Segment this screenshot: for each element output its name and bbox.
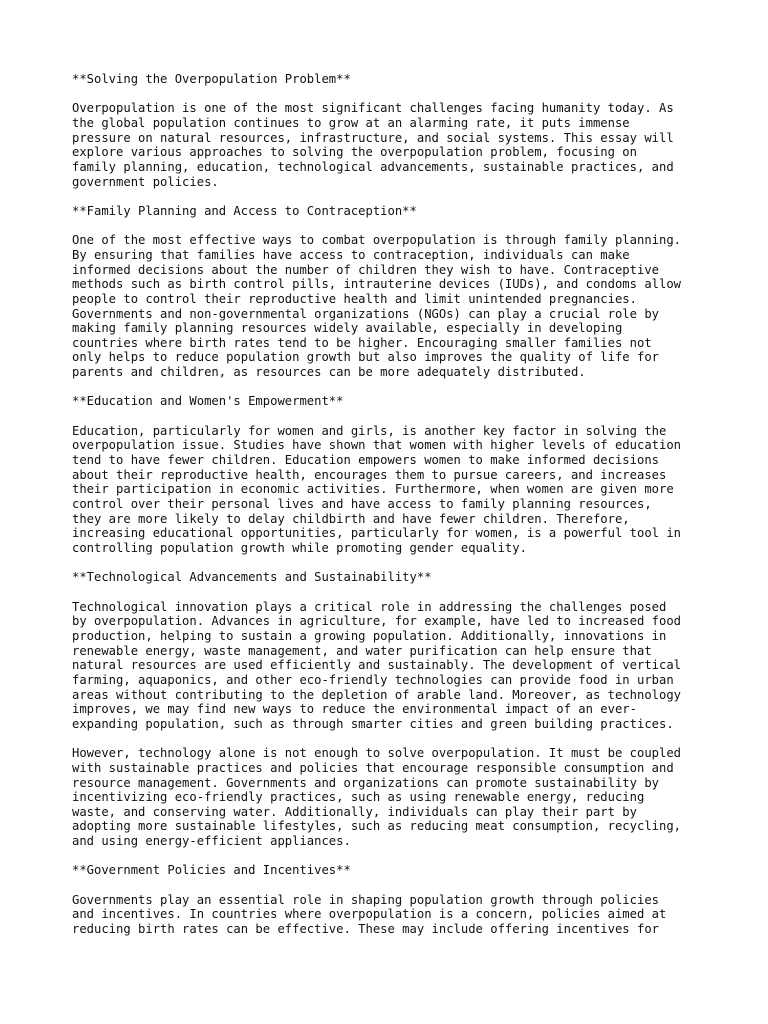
section-heading bbox=[72, 72, 712, 87]
paragraph-spacer bbox=[72, 585, 712, 600]
paragraph-line: they are more likely to delay childbirth and have fewer children. Therefore, bbox=[72, 511, 630, 526]
paragraph-line: their participation in economic activities. Furthermore, when women are given more bbox=[72, 482, 674, 497]
heading-text: **Family Planning and Access to Contraception** bbox=[72, 203, 417, 218]
paragraph-spacer bbox=[72, 189, 712, 204]
paragraph-line: reducing birth rates can be effective. These may include offering incentives for bbox=[72, 922, 659, 937]
paragraph-line: Overpopulation is one of the most significant challenges facing humanity today. As bbox=[72, 101, 674, 116]
paragraph-line: farming, aquaponics, and other eco-friendly technologies can provide food in urban bbox=[72, 672, 674, 687]
paragraph-line: production, helping to sustain a growing population. Additionally, innovations in bbox=[72, 628, 667, 643]
paragraph-line: resource management. Governments and organizations can promote sustainability by bbox=[72, 775, 659, 790]
paragraph-line: parents and children, as resources can be more adequately distributed. bbox=[72, 365, 586, 380]
heading-text: **Solving the Overpopulation Problem** bbox=[72, 72, 351, 86]
paragraph-line: waste, and conserving water. Additionally, individuals can play their part by bbox=[72, 804, 637, 819]
paragraph-line: By ensuring that families have access to contraception, individuals can make bbox=[72, 247, 630, 262]
paragraph-line: expanding population, such as through smarter cities and green building practices. bbox=[72, 716, 674, 731]
paragraph-line: about their reproductive health, encourages them to pursue careers, and increases bbox=[72, 467, 667, 482]
paragraph-line: control over their personal lives and have access to family planning resources, bbox=[72, 497, 652, 512]
paragraph-line: explore various approaches to solving the overpopulation problem, focusing on bbox=[72, 145, 637, 160]
paragraph-spacer bbox=[72, 409, 712, 424]
paragraph-line: the global population continues to grow at an alarming rate, it puts immense bbox=[72, 115, 630, 130]
heading-text: **Government Policies and Incentives** bbox=[72, 863, 351, 878]
paragraph-line: Technological innovation plays a critical role in addressing the challenges posed bbox=[72, 599, 667, 614]
paragraph-line: countries where birth rates tend to be higher. Encouraging smaller families not bbox=[72, 335, 652, 350]
paragraph-line: adopting more sustainable lifestyles, such as reducing meat consumption, recycling, bbox=[72, 819, 682, 834]
paragraph-spacer bbox=[72, 556, 712, 571]
heading-text: **Technological Advancements and Sustainability** bbox=[72, 570, 432, 585]
body-paragraph bbox=[72, 424, 712, 556]
section-heading bbox=[72, 394, 712, 409]
paragraph-line: people to control their reproductive health and limit unintended pregnancies. bbox=[72, 291, 637, 306]
paragraph-spacer bbox=[72, 732, 712, 747]
body-paragraph bbox=[72, 600, 712, 732]
paragraph-line: renewable energy, waste management, and water purification can help ensure that bbox=[72, 643, 652, 658]
section-heading bbox=[72, 570, 712, 585]
paragraph-line: increasing educational opportunities, particularly for women, is a powerful tool in bbox=[72, 526, 682, 541]
paragraph-line: family planning, education, technological advancements, sustainable practices, and bbox=[72, 159, 674, 174]
paragraph-line: Education, particularly for women and girls, is another key factor in solving the bbox=[72, 423, 667, 438]
paragraph-spacer bbox=[72, 878, 712, 893]
paragraph-line: making family planning resources widely available, especially in developing bbox=[72, 321, 623, 336]
paragraph-line: and using energy-efficient appliances. bbox=[72, 834, 351, 849]
paragraph-line: incentivizing eco-friendly practices, such as using renewable energy, reducing bbox=[72, 790, 645, 805]
paragraph-line: natural resources are used efficiently and sustainably. The development of vertical bbox=[72, 658, 682, 673]
paragraph-spacer bbox=[72, 849, 712, 864]
paragraph-line: informed decisions about the number of children they wish to have. Contraceptive bbox=[72, 262, 659, 277]
body-paragraph bbox=[72, 893, 712, 937]
paragraph-line: tend to have fewer children. Education empowers women to make informed decisions bbox=[72, 453, 659, 468]
paragraph-line: Governments play an essential role in shaping population growth through policies bbox=[72, 892, 659, 907]
paragraph-line: However, technology alone is not enough to solve overpopulation. It must be coupled bbox=[72, 746, 682, 761]
body-paragraph bbox=[72, 746, 712, 849]
paragraph-spacer bbox=[72, 87, 712, 102]
paragraph-line: Governments and non-governmental organizations (NGOs) can play a crucial role by bbox=[72, 306, 659, 321]
paragraph-line: overpopulation issue. Studies have shown that women with higher levels of education bbox=[72, 438, 682, 453]
paragraph-line: improves, we may find new ways to reduce the environmental impact of an ever- bbox=[72, 702, 637, 717]
section-heading bbox=[72, 863, 712, 878]
section-heading bbox=[72, 204, 712, 219]
paragraph-line: areas without contributing to the depletion of arable land. Moreover, as technology bbox=[72, 687, 682, 702]
paragraph-line: government policies. bbox=[72, 174, 219, 189]
paragraph-line: and incentives. In countries where overpopulation is a concern, policies aimed at bbox=[72, 907, 667, 922]
body-paragraph bbox=[72, 233, 712, 380]
paragraph-line: pressure on natural resources, infrastructure, and social systems. This essay will bbox=[72, 130, 674, 145]
paragraph-line: only helps to reduce population growth but also improves the quality of life for bbox=[72, 350, 659, 365]
paragraph-line: methods such as birth control pills, intrauterine devices (IUDs), and condoms allow bbox=[72, 277, 682, 292]
body-paragraph bbox=[72, 101, 712, 189]
paragraph-spacer bbox=[72, 380, 712, 395]
document-page bbox=[72, 72, 712, 937]
paragraph-line: with sustainable practices and policies that encourage responsible consumption and bbox=[72, 760, 674, 775]
paragraph-spacer bbox=[72, 219, 712, 234]
heading-text: **Education and Women's Empowerment** bbox=[72, 394, 344, 409]
paragraph-line: by overpopulation. Advances in agriculture, for example, have led to increased food bbox=[72, 614, 682, 629]
paragraph-line: One of the most effective ways to combat overpopulation is through family planning. bbox=[72, 233, 682, 248]
paragraph-line: controlling population growth while promoting gender equality. bbox=[72, 541, 527, 555]
